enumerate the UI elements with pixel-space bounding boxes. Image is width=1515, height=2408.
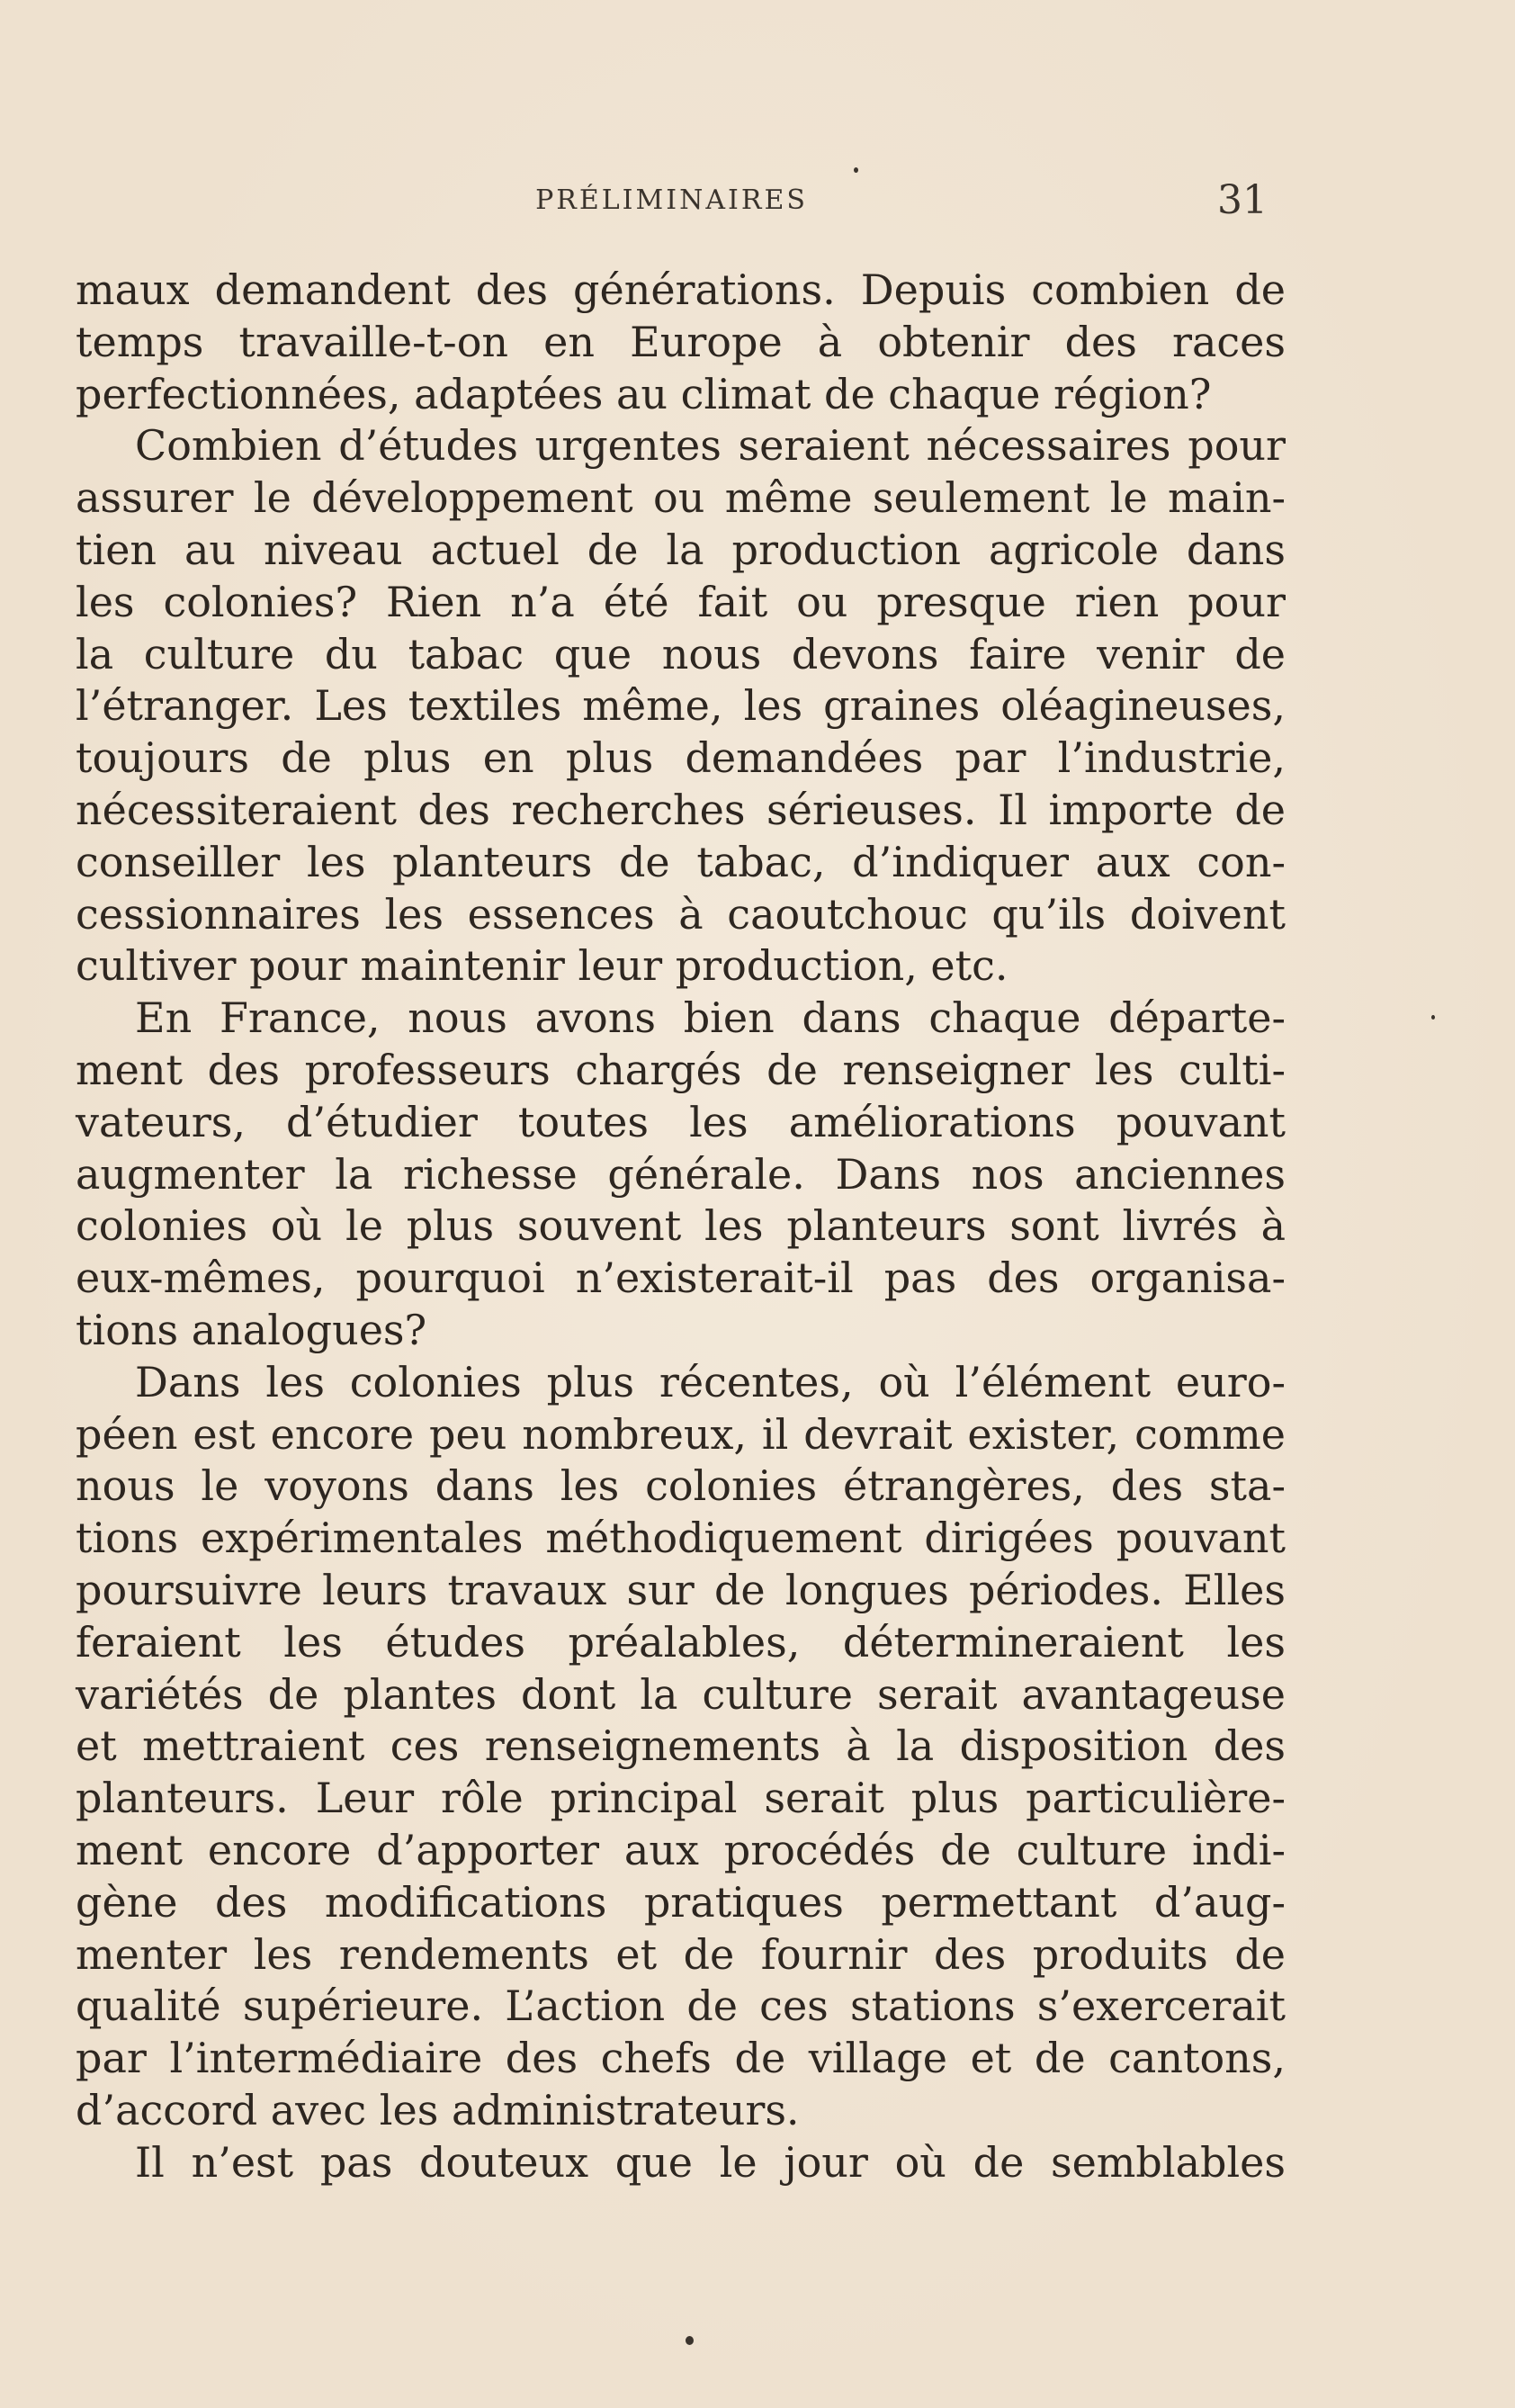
text-line: nous le voyons dans les colonies étrangères, des sta-: [76, 1461, 1286, 1511]
text-line: tions analogues?: [76, 1305, 427, 1354]
ink-speck: [854, 167, 858, 173]
text-line: variétés de plantes dont la culture serait avantageuse: [76, 1669, 1286, 1719]
text-line: péen est encore peu nombreux, il devrait exister, comme: [76, 1409, 1286, 1459]
text-line: colonies où le plus souvent les planteurs sont livrés à: [76, 1201, 1286, 1251]
text-line: perfectionnées, adaptées au climat de chaque région?: [76, 369, 1212, 418]
text-line: toujours de plus en plus demandées par l’industrie,: [76, 733, 1286, 783]
text-line: vateurs, d’étudier toutes les améliorations pouvant: [76, 1097, 1286, 1146]
text-line: tien au niveau actuel de la production agricole dans: [76, 525, 1286, 574]
text-line: ment encore d’apporter aux procédés de culture indi-: [76, 1825, 1286, 1874]
text-line: En France, nous avons bien dans chaque départe-: [135, 993, 1286, 1043]
text-line: ment des professeurs chargés de renseigner les culti-: [76, 1045, 1286, 1094]
ink-speck: [1431, 1015, 1435, 1020]
section-title: PRÉLIMINAIRES: [535, 184, 808, 216]
text-line: la culture du tabac que nous devons faire venir de: [76, 629, 1286, 678]
text-line: tions expérimentales méthodiquement dirigées pouvant: [76, 1514, 1286, 1563]
text-line: gène des modifications pratiques permettant d’aug-: [76, 1877, 1286, 1927]
text-line: planteurs. Leur rôle principal serait plus particulière-: [76, 1774, 1286, 1823]
text-line: poursuivre leurs travaux sur de longues périodes. Elles: [76, 1565, 1286, 1614]
text-line: maux demandent des générations. Depuis combien de: [76, 265, 1286, 314]
ink-speck: [686, 2336, 694, 2345]
text-line: Combien d’études urgentes seraient nécessaires pour: [135, 421, 1286, 471]
text-line: d’accord avec les administrateurs.: [76, 2085, 800, 2134]
text-line: Dans les colonies plus récentes, où l’élément euro-: [135, 1357, 1286, 1406]
body-text: [76, 265, 1286, 2188]
text-line: conseiller les planteurs de tabac, d’indiquer aux con-: [76, 837, 1286, 886]
text-line: feraient les études préalables, détermineraient les: [76, 1617, 1286, 1667]
text-line: assurer le développement ou même seulement le main-: [76, 473, 1286, 523]
text-line: eux-mêmes, pourquoi n’existerait-il pas des organisa-: [76, 1253, 1286, 1303]
text-line: cessionnaires les essences à caoutchouc qu’ils doivent: [76, 889, 1286, 939]
text-line: cultiver pour maintenir leur production, etc.: [76, 941, 1009, 991]
text-line: menter les rendements et de fournir des produits de: [76, 1929, 1286, 1979]
text-line: augmenter la richesse générale. Dans nos anciennes: [76, 1149, 1286, 1199]
text-line: Il n’est pas douteux que le jour où de semblables: [135, 2137, 1286, 2187]
text-line: et mettraient ces renseignements à la disposition des: [76, 1721, 1286, 1771]
text-line: temps travaille-t-on en Europe à obtenir des races: [76, 317, 1286, 366]
text-line: qualité supérieure. L’action de ces stations s’exercerait: [76, 1981, 1286, 2031]
text-line: nécessiteraient des recherches sérieuses. Il importe de: [76, 785, 1286, 834]
text-line: par l’intermédiaire des chefs de village et de cantons,: [76, 2034, 1286, 2083]
text-line: les colonies? Rien n’a été fait ou presque rien pour: [76, 577, 1286, 626]
page-number: 31: [1217, 177, 1268, 223]
running-head: [76, 178, 1268, 223]
text-line: l’étranger. Les textiles même, les graines oléagineuses,: [76, 681, 1286, 731]
